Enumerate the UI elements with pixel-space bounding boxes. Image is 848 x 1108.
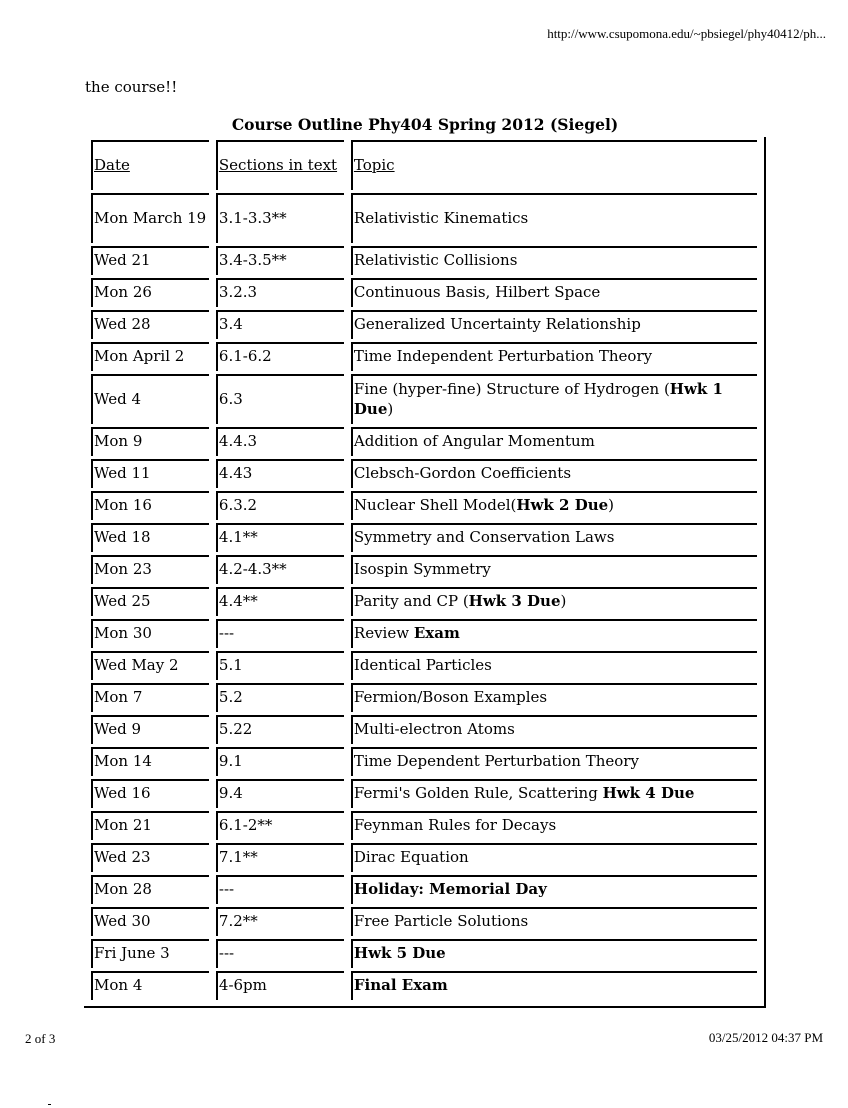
- topic-text: Fermi's Golden Rule, Scattering: [353, 784, 603, 802]
- topic-text: Relativistic Kinematics: [353, 208, 529, 227]
- cell-sections: [216, 875, 344, 904]
- cell-topic: [351, 193, 757, 243]
- cell-topic: [351, 875, 757, 904]
- cell-sections: [216, 342, 344, 371]
- date-text: Mon March 19: [94, 208, 207, 227]
- cell-sections: [216, 523, 344, 552]
- cell-date: [91, 683, 209, 712]
- page-mark: [48, 1104, 51, 1105]
- topic-text: Symmetry and Conservation Laws: [353, 528, 615, 546]
- table-row: [91, 715, 757, 744]
- table-row: [91, 459, 757, 488]
- cell-date: [91, 374, 209, 424]
- table-header-row: [91, 140, 757, 190]
- cell-sections: [216, 747, 344, 776]
- topic-bold-text: Holiday: Memorial Day: [353, 880, 547, 898]
- header-topic-label: Topic: [353, 155, 395, 174]
- cell-topic: [351, 246, 757, 275]
- date-text: Mon April 2: [94, 347, 185, 365]
- page-number: 2 of 3: [25, 1031, 56, 1046]
- cell-topic: [351, 342, 757, 371]
- sections-text: 3.2.3: [218, 283, 258, 301]
- table-row: [91, 555, 757, 584]
- cell-topic: [351, 651, 757, 680]
- cell-date: [91, 459, 209, 488]
- sections-text: 5.2: [218, 688, 243, 706]
- cell-topic: [351, 779, 757, 808]
- cell-date: [91, 587, 209, 616]
- topic-text: Generalized Uncertainty Relationship: [353, 315, 641, 333]
- cell-topic: [351, 374, 757, 424]
- sections-text: 6.1-2**: [218, 816, 273, 834]
- sections-text: ---: [218, 880, 235, 898]
- date-text: Wed 18: [94, 528, 151, 546]
- cell-topic: [351, 555, 757, 584]
- cell-topic: [351, 971, 757, 1000]
- sections-text: 3.1-3.3**: [218, 208, 287, 227]
- cell-topic: [351, 747, 757, 776]
- date-text: Mon 23: [94, 560, 152, 578]
- cell-sections: [216, 587, 344, 616]
- cell-topic: [351, 907, 757, 936]
- topic-text: Fermion/Boson Examples: [353, 688, 548, 706]
- cell-sections: [216, 278, 344, 307]
- sections-text: 6.1-6.2: [218, 347, 272, 365]
- cell-date: [91, 427, 209, 456]
- topic-text: Relativistic Collisions: [353, 251, 518, 269]
- cell-date: [91, 811, 209, 840]
- cell-sections: [216, 779, 344, 808]
- cell-topic: [351, 427, 757, 456]
- page-url-header: http://www.csupomona.edu/~pbsiegel/phy40412/ph...: [547, 26, 826, 41]
- cell-topic: [351, 459, 757, 488]
- header-sections-label: Sections in text: [218, 155, 338, 174]
- table-caption-text: Course Outline Phy404 Spring 2012 (Siegel): [231, 115, 619, 134]
- table-row: [91, 939, 757, 968]
- date-text: Mon 9: [94, 432, 143, 450]
- date-text: Wed 28: [94, 315, 151, 333]
- topic-after-text: ): [608, 496, 615, 514]
- cell-sections: [216, 811, 344, 840]
- cell-topic: [351, 523, 757, 552]
- table-row: [91, 193, 757, 243]
- cell-date: [91, 523, 209, 552]
- cell-sections: [216, 193, 344, 243]
- topic-bold-text: Hwk 1 Due: [353, 379, 723, 418]
- date-text: Wed 9: [94, 720, 141, 738]
- cell-date: [91, 779, 209, 808]
- sections-text: 3.4: [218, 315, 243, 333]
- date-text: Mon 4: [94, 976, 143, 994]
- cell-date: [91, 193, 209, 243]
- cell-date: [91, 491, 209, 520]
- table-row: [91, 491, 757, 520]
- topic-text: Time Dependent Perturbation Theory: [353, 752, 639, 770]
- cell-topic: [351, 278, 757, 307]
- sections-text: ---: [218, 944, 235, 962]
- sections-text: 4.43: [218, 464, 253, 482]
- cell-date: [91, 651, 209, 680]
- table-row: [91, 683, 757, 712]
- table-row: [91, 811, 757, 840]
- intro-text: the course!!: [85, 78, 178, 96]
- cell-sections: [216, 939, 344, 968]
- sections-text: 9.4: [218, 784, 243, 802]
- cell-date: [91, 971, 209, 1000]
- date-text: Mon 28: [94, 880, 152, 898]
- table-row: [91, 342, 757, 371]
- cell-sections: [216, 310, 344, 339]
- cell-sections: [216, 907, 344, 936]
- table-row: [91, 779, 757, 808]
- cell-date: [91, 310, 209, 339]
- cell-topic: [351, 310, 757, 339]
- topic-bold-text: Hwk 5 Due: [353, 944, 446, 962]
- sections-text: 4.1**: [218, 528, 258, 546]
- date-text: Wed 21: [94, 251, 151, 269]
- cell-date: [91, 843, 209, 872]
- topic-bold-text: Hwk 3 Due: [468, 592, 561, 610]
- cell-topic: [351, 491, 757, 520]
- cell-sections: [216, 491, 344, 520]
- header-topic: [351, 140, 757, 190]
- topic-text: Addition of Angular Momentum: [353, 432, 595, 450]
- cell-sections: [216, 374, 344, 424]
- sections-text: 9.1: [218, 752, 243, 770]
- table-row: [91, 843, 757, 872]
- topic-text: Fine (hyper-fine) Structure of Hydrogen (: [353, 379, 670, 398]
- table-row: [91, 427, 757, 456]
- cell-date: [91, 342, 209, 371]
- date-text: Wed 25: [94, 592, 151, 610]
- header-date-label: Date: [94, 155, 130, 174]
- cell-sections: [216, 555, 344, 584]
- table-row: [91, 278, 757, 307]
- date-text: Wed 11: [94, 464, 151, 482]
- topic-text: Nuclear Shell Model(: [353, 496, 517, 514]
- header-date: [91, 140, 209, 190]
- topic-text: Clebsch-Gordon Coefficients: [353, 464, 572, 482]
- cell-date: [91, 246, 209, 275]
- cell-topic: [351, 587, 757, 616]
- topic-text: Identical Particles: [353, 656, 492, 674]
- date-text: Wed 16: [94, 784, 151, 802]
- table-row: [91, 651, 757, 680]
- cell-date: [91, 715, 209, 744]
- cell-date: [91, 619, 209, 648]
- date-text: Mon 21: [94, 816, 152, 834]
- topic-text: Free Particle Solutions: [353, 912, 529, 930]
- cell-sections: [216, 651, 344, 680]
- cell-date: [91, 907, 209, 936]
- table-row: [91, 971, 757, 1000]
- sections-text: 4-6pm: [218, 976, 267, 994]
- cell-sections: [216, 427, 344, 456]
- topic-text: Time Independent Perturbation Theory: [353, 347, 653, 365]
- date-text: Mon 7: [94, 688, 143, 706]
- sections-text: 4.4.3: [218, 432, 258, 450]
- table-row: [91, 246, 757, 275]
- sections-text: 4.4**: [218, 592, 258, 610]
- date-text: Mon 30: [94, 624, 152, 642]
- topic-text: Review: [353, 624, 414, 642]
- cell-date: [91, 747, 209, 776]
- table-row: [91, 374, 757, 424]
- table-row: [91, 587, 757, 616]
- course-outline-table: [84, 137, 764, 1003]
- sections-text: 4.2-4.3**: [218, 560, 287, 578]
- table-row: [91, 875, 757, 904]
- cell-date: [91, 939, 209, 968]
- date-text: Mon 16: [94, 496, 152, 514]
- date-text: Wed 4: [94, 389, 141, 408]
- cell-date: [91, 875, 209, 904]
- table-row: [91, 523, 757, 552]
- cell-topic: [351, 683, 757, 712]
- sections-text: 6.3.2: [218, 496, 258, 514]
- sections-text: 7.2**: [218, 912, 258, 930]
- topic-text: Dirac Equation: [353, 848, 469, 866]
- table-row: [91, 747, 757, 776]
- cell-sections: [216, 843, 344, 872]
- date-text: Fri June 3: [94, 944, 170, 962]
- sections-text: 3.4-3.5**: [218, 251, 287, 269]
- header-sections: [216, 140, 344, 190]
- cell-topic: [351, 939, 757, 968]
- cell-topic: [351, 715, 757, 744]
- topic-text: Parity and CP (: [353, 592, 469, 610]
- cell-date: [91, 555, 209, 584]
- topic-bold-text: Exam: [413, 624, 460, 642]
- date-text: Wed 23: [94, 848, 151, 866]
- table-row: [91, 907, 757, 936]
- sections-text: 6.3: [218, 389, 243, 408]
- date-text: Mon 14: [94, 752, 152, 770]
- topic-text: Feynman Rules for Decays: [353, 816, 557, 834]
- course-outline-table-wrapper: [84, 137, 766, 1008]
- date-text: Wed May 2: [94, 656, 179, 674]
- cell-sections: [216, 715, 344, 744]
- cell-sections: [216, 683, 344, 712]
- sections-text: 5.22: [218, 720, 253, 738]
- table-row: [91, 310, 757, 339]
- topic-text: Multi-electron Atoms: [353, 720, 515, 738]
- date-text: Mon 26: [94, 283, 152, 301]
- cell-topic: [351, 811, 757, 840]
- print-timestamp: 03/25/2012 04:37 PM: [708, 1030, 823, 1045]
- cell-sections: [216, 459, 344, 488]
- topic-bold-text: Hwk 4 Due: [602, 784, 695, 802]
- table-row: [91, 619, 757, 648]
- cell-sections: [216, 619, 344, 648]
- topic-bold-text: Hwk 2 Due: [516, 496, 609, 514]
- date-text: Wed 30: [94, 912, 151, 930]
- cell-sections: [216, 246, 344, 275]
- sections-text: 7.1**: [218, 848, 258, 866]
- cell-topic: [351, 843, 757, 872]
- cell-date: [91, 278, 209, 307]
- topic-text: Continuous Basis, Hilbert Space: [353, 283, 601, 301]
- topic-bold-text: Final Exam: [353, 976, 448, 994]
- topic-text: Isospin Symmetry: [353, 560, 491, 578]
- cell-sections: [216, 971, 344, 1000]
- table-caption: [0, 115, 848, 134]
- topic-after-text: ): [387, 399, 394, 418]
- sections-text: 5.1: [218, 656, 243, 674]
- cell-topic: [351, 619, 757, 648]
- topic-after-text: ): [560, 592, 567, 610]
- sections-text: ---: [218, 624, 235, 642]
